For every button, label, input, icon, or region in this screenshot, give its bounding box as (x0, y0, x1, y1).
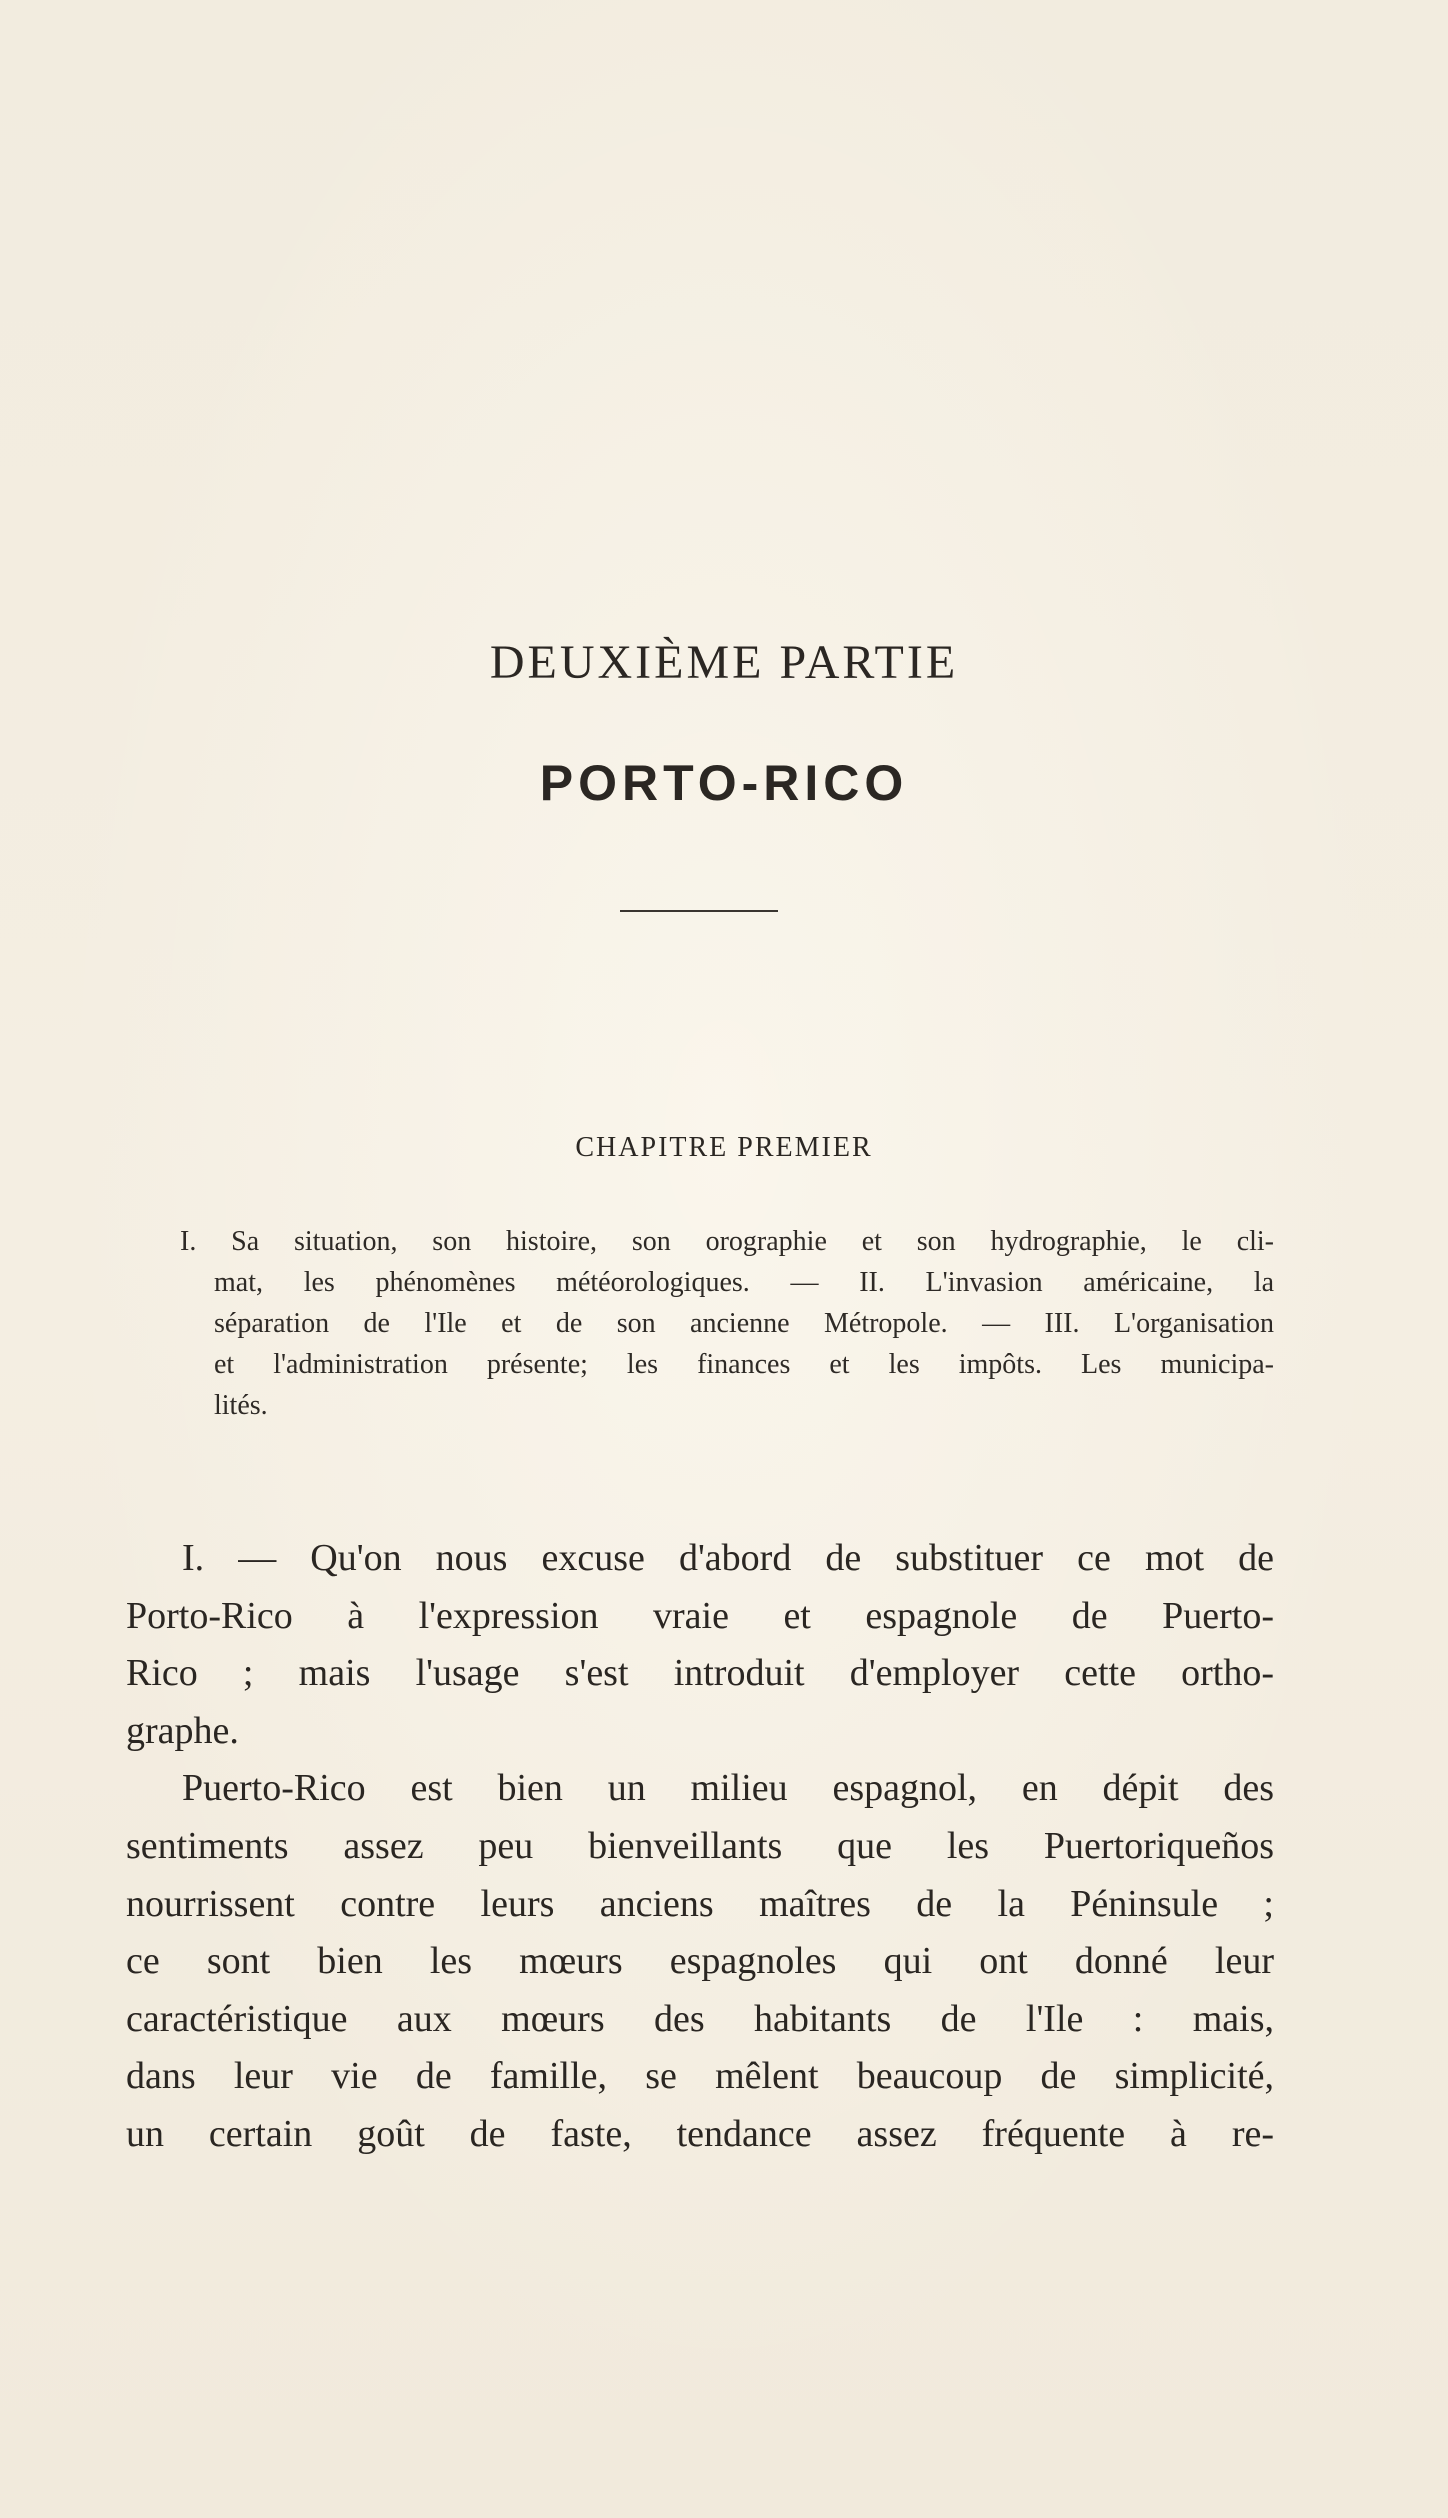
part-title: DEUXIÈME PARTIE (489, 636, 959, 689)
chapter-heading: CHAPITRE PREMIER (575, 1132, 873, 1163)
body-line: Porto-Rico à l'expression vraie et espagnole de Puerto- (126, 1594, 1274, 1637)
paragraph-1 (126, 1530, 1274, 1760)
body-line: dans leur vie de famille, se mêlent beaucoup de simplicité, (126, 2055, 1274, 2098)
paragraph-2 (126, 1760, 1274, 2163)
body-text (126, 1530, 1274, 2164)
chapter-summary (180, 1221, 1274, 1426)
body-line: ce sont bien les mœurs espagnoles qui ont donné leur (126, 1940, 1274, 1983)
summary-line: lités. (214, 1390, 268, 1421)
main-title: PORTO-RICO (539, 755, 909, 811)
body-line: Rico ; mais l'usage s'est introduit d'employer cette ortho- (126, 1652, 1274, 1695)
body-line: caractéristique aux mœurs des habitants de l'Ile : mais, (126, 1997, 1274, 2040)
body-line: graphe. (126, 1709, 239, 1752)
summary-line: séparation de l'Ile et de son ancienne Métropole. — III. L'organisation (214, 1308, 1274, 1339)
summary-line: et l'administration présente; les finances et les impôts. Les municipa- (214, 1349, 1274, 1380)
body-line: nourrissent contre leurs anciens maîtres de la Péninsule ; (126, 1882, 1274, 1925)
summary-line: mat, les phénomènes météorologiques. — II. L'invasion américaine, la (214, 1267, 1274, 1298)
body-line: I. — Qu'on nous excuse d'abord de substituer ce mot de (182, 1537, 1274, 1579)
body-line: Puerto-Rico est bien un milieu espagnol, en dépit des (182, 1767, 1274, 1810)
body-line: un certain goût de faste, tendance assez fréquente à re- (126, 2112, 1274, 2155)
title-divider-rule (620, 910, 778, 912)
body-line: sentiments assez peu bienveillants que les Puertoriqueños (126, 1824, 1274, 1867)
summary-line: I. Sa situation, son histoire, son orographie et son hydrographie, le cli- (180, 1226, 1274, 1257)
